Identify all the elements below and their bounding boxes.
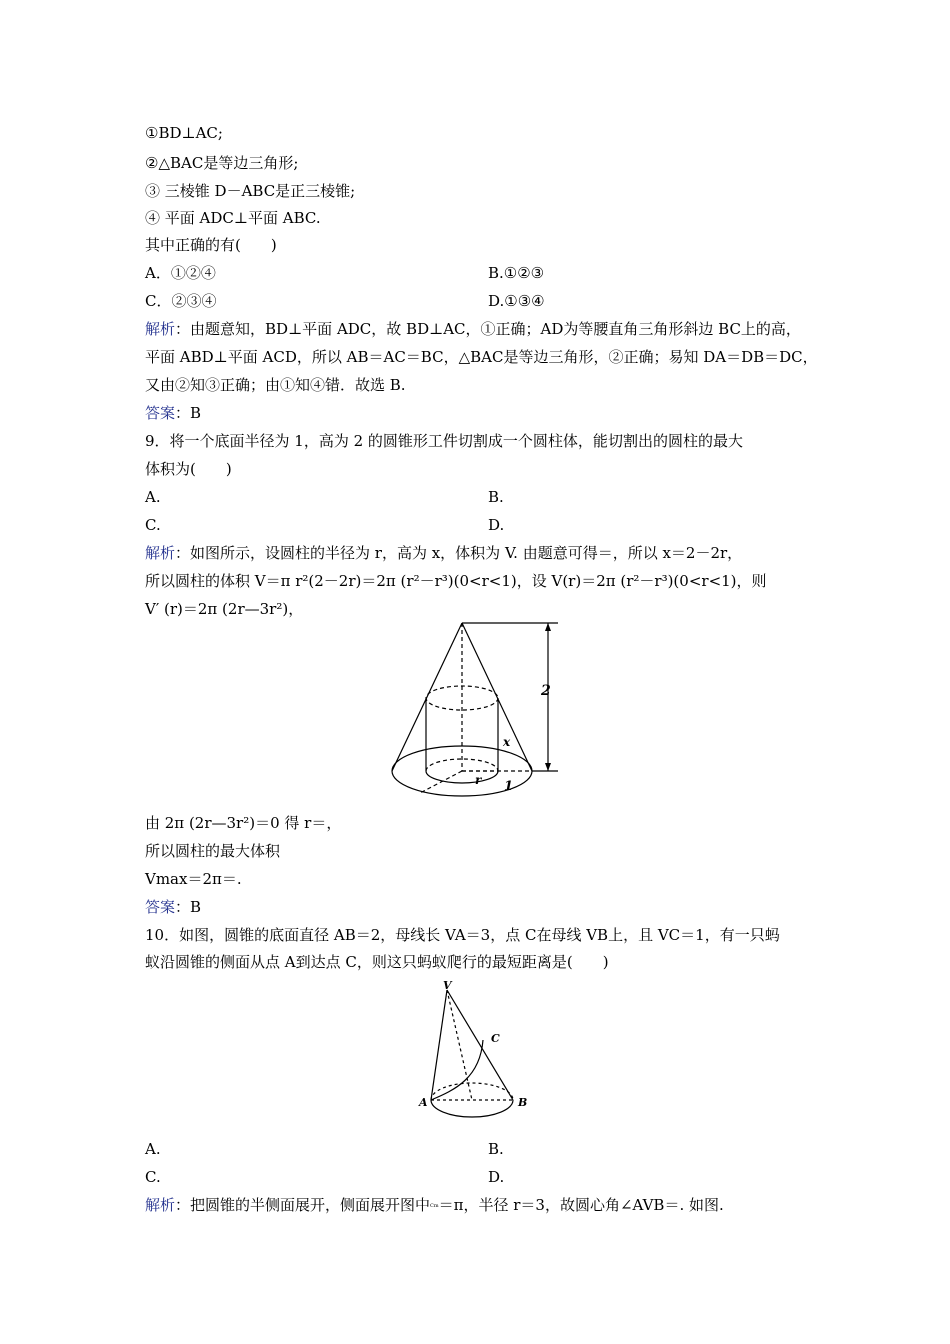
option-b: B.①②③ [488, 264, 545, 282]
q9-stem-line-1: 9．将一个底面半径为 1，高为 2 的圆锥形工件切割成一个圆柱体，能切割出的圆柱的最大 [145, 432, 743, 450]
statement-4: ④ 平面 ADC⊥平面 ABC. [145, 209, 321, 227]
option-a: A．①②④ [145, 264, 216, 282]
q10-analysis-line [145, 1195, 724, 1216]
q10-option-a: A. [145, 1140, 161, 1158]
statement-3: ③ 三棱锥 D－ABC是正三棱锥; [145, 182, 356, 200]
r-label: r [475, 773, 482, 787]
q10-option-d: D. [488, 1168, 505, 1186]
option-d: D.①③④ [488, 292, 545, 310]
q9-after-line-3: Vmax＝2π＝. [145, 870, 242, 888]
q10-analysis-fraction: Cm [430, 1203, 439, 1209]
q9-option-d: D. [488, 516, 505, 534]
q10-stem-line-2: 蚁沿圆锥的侧面从点 A到达点 C，则这只蚂蚁爬行的最短距离是( ) [145, 953, 609, 971]
arrow-down-icon [545, 763, 551, 771]
one-label: 1 [504, 779, 514, 794]
cone-edge-va [431, 990, 447, 1100]
base-diameter-line [420, 771, 462, 793]
q9-answer-label: 答案 [145, 898, 176, 916]
answer-label: 答案 [145, 404, 176, 422]
q9-answer-line [145, 897, 201, 917]
q9-after-line-1: 由 2π (2r—3r²)＝0 得 r＝， [145, 814, 342, 832]
x-label: x [503, 735, 511, 749]
q10-stem-line-1: 10．如图，圆锥的底面直径 AB＝2，母线长 VA＝3，点 C在母线 VB上，且 VC＝1，有一只蚂 [145, 926, 780, 944]
analysis-line-2: 平面 ABD⊥平面 ACD，所以 AB＝AC＝BC，△BAC是等边三角形，②正确；易知 DA＝DB＝DC， [145, 348, 818, 366]
analysis-line-3: 又由②知③正确；由①知④错．故选 B. [145, 376, 406, 394]
q9-analysis-text: ：如图所示，设圆柱的半径为 r，高为 x，体积为 V. 由题意可得＝，所以 x＝2－2r， [175, 544, 743, 562]
q9-option-b: B. [488, 488, 504, 506]
cone-path-figure [415, 978, 535, 1118]
base-front-arc [431, 1100, 513, 1117]
q9-answer-value: ：B [175, 898, 202, 916]
question-prompt: 其中正确的有( ) [145, 236, 277, 254]
vertex-v-label: V [443, 979, 452, 992]
q10-analysis-text-1: ：把圆锥的半侧面展开，侧面展开图中 [175, 1196, 431, 1214]
q10-analysis-label: 解析 [145, 1196, 176, 1214]
q9-analysis-line-2: 所以圆柱的体积 V＝π r²(2－2r)＝2π (r²－r³)(0<r<1)，设 V(r)＝2π (r²－r³)(0<r<1)，则 [145, 572, 767, 590]
q10-option-b: B. [488, 1140, 504, 1158]
answer-value: ：B [175, 404, 202, 422]
point-b-label: B [518, 1096, 528, 1109]
q10-analysis-text-2: ＝π，半径 r＝3，故圆心角∠AVB＝. 如图. [438, 1196, 724, 1214]
analysis-line-1 [145, 319, 801, 339]
statement-1: ①BD⊥AC; [145, 124, 223, 142]
option-c: C．②③④ [145, 292, 217, 310]
q9-analysis-line-3: V′ (r)＝2π (2r—3r²)， [145, 600, 304, 618]
q10-option-c: C. [145, 1168, 161, 1186]
point-c-label: C [491, 1032, 500, 1045]
cone-cylinder-figure [380, 618, 580, 803]
height-label: 2 [541, 683, 551, 699]
point-a-label: A [419, 1096, 428, 1109]
q9-option-a: A. [145, 488, 161, 506]
analysis-label: 解析 [145, 320, 176, 338]
q9-analysis-line-1 [145, 543, 742, 563]
q9-after-line-2: 所以圆柱的最大体积 [145, 842, 281, 860]
analysis-text: ：由题意知，BD⊥平面 ADC，故 BD⊥AC，①正确；AD为等腰直角三角形斜边 BC上的高， [175, 320, 801, 338]
cylinder-bottom-front [426, 771, 498, 783]
arrow-up-icon [545, 623, 551, 631]
answer-line [145, 403, 201, 423]
q9-stem-line-2: 体积为( ) [145, 460, 232, 478]
q9-option-c: C. [145, 516, 161, 534]
statement-2: ②△BAC是等边三角形; [145, 154, 299, 172]
q9-analysis-label: 解析 [145, 544, 176, 562]
